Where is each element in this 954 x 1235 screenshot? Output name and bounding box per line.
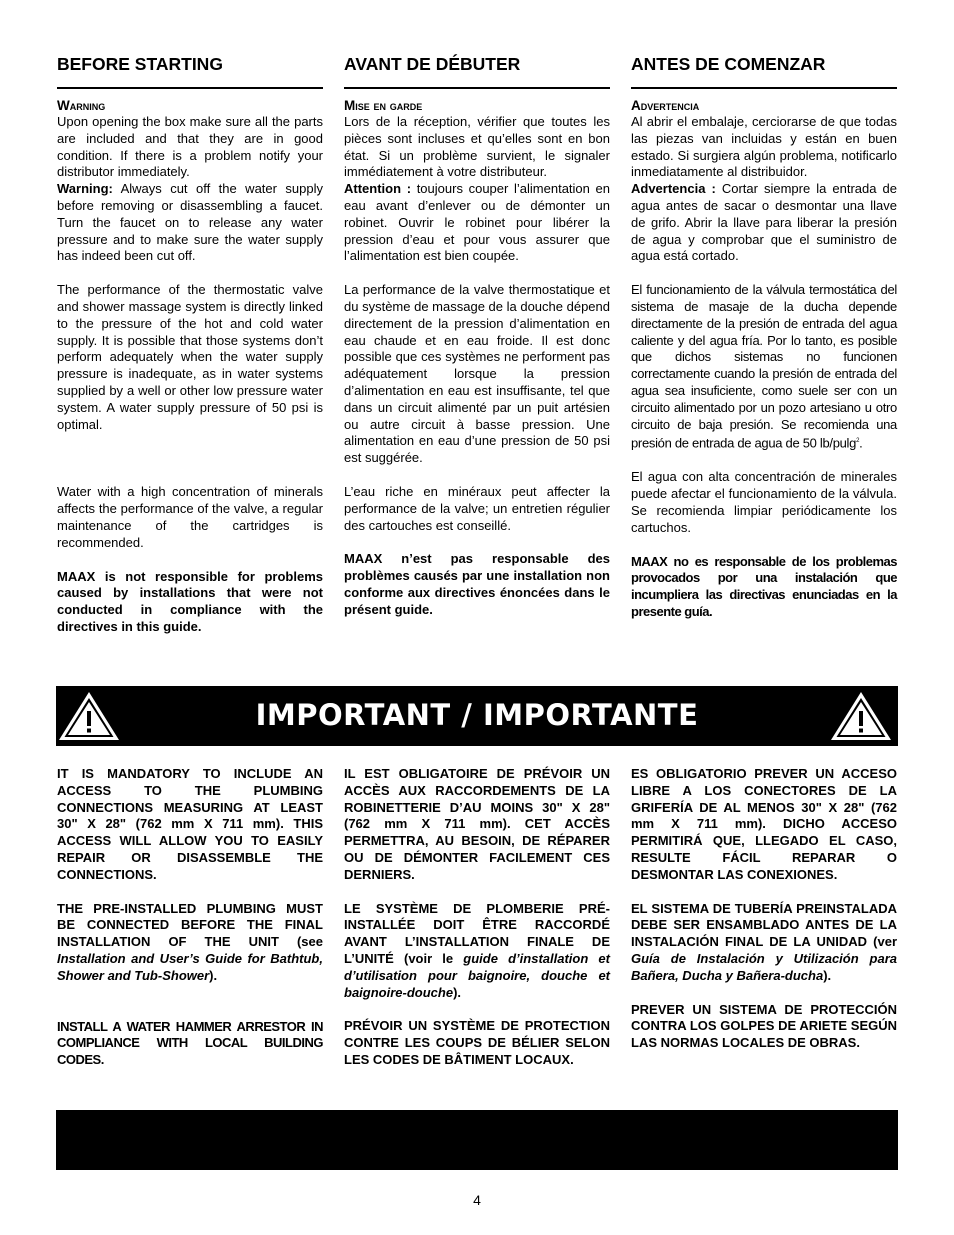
warning-lead: Warning: (57, 181, 113, 197)
paragraph-disclaimer: MAAX is not responsible for problems caused by installations that were not conducted in compliance with the directives in this guide. (57, 568, 323, 634)
important-plumbing (344, 901, 610, 1002)
pressure-text: El funcionamiento de la válvula termostática del sistema de masaje de la ducha depende directamente de la presión de entrada del agua caliente y del agua fría. Por lo tanto, es posible que dichos sistemas no funcionen correctamente cuando la presión de entrada del agua sea insuficiente, como suele ser con un circuito alimentado por un pozo artesiano u otro circuito de baja presión. Se recomienda una presión de entrada de agua de 50 lb/pulg (631, 282, 897, 451)
column-french (344, 52, 610, 619)
paragraph-disclaimer: MAAX n’est pas responsable des problèmes causés par une installation non conforme aux directives énoncées dans le présent guide. (344, 551, 610, 617)
important-access: ES OBLIGATORIO PREVER UN ACCESO LIBRE A LOS CONECTORES DE LA GRIFERÍA DE AL MENOS 30" X 28" (762 mm X 711 mm). DICHO ACCESO PERMITIRÁ QUE, LLEGADO EL CASO, RESULTE FÁCIL REPARAR O DESMONTAR LAS CONEXIONES. (631, 766, 897, 882)
section-heading: AVANT DE DÉBUTER (344, 54, 521, 74)
guide-title: guide d’installation et d’utilisation pour baignoire, douche et baignoire-douche (344, 950, 610, 1000)
black-band (56, 1110, 898, 1170)
column-english (57, 52, 323, 636)
important-hammer: PRÉVOIR UN SYSTÈME DE PROTECTION CONTRE LES COUPS DE BÉLIER SELON LES CODES DE BÂTIMENT LOCAUX. (344, 1018, 610, 1067)
paragraph-box-check: Al abrir el embalaje, cerciorarse de que todas las piezas van incluidas y están en buen estado. Si surgiera algún problema, notificarlo inmediatamente al distribuidor. (631, 114, 897, 180)
column-spanish (631, 52, 897, 621)
warning-lead: Advertencia : (631, 181, 716, 197)
banner-title: IMPORTANT / IMPORTANTE (255, 698, 699, 732)
important-hammer: INSTALL A WATER HAMMER ARRESTOR IN COMPLIANCE WITH LOCAL BUILDING CODES. (57, 1018, 323, 1068)
warning-text: Cortar siempre la entrada de agua antes de sacar o desmontar una llave de grifo. Abrir la llave para liberar la presión de agua y comprobar que el suministro de agua está cortado. (631, 181, 897, 264)
important-spanish (631, 766, 897, 1052)
warning-text: toujours couper l’alimentation en eau avant d’enlever ou de démonter un robinet. Ouvrir le robinet pour libérer la pression d’eau et pour vous assurer que l’alimentation est bien coupée. (344, 181, 610, 264)
subheading-warning: Advertencia (631, 98, 700, 113)
plumbing-end: ). (453, 984, 462, 1000)
guide-title: Installation and User’s Guide for Bathtub, Shower and Tub-Shower (57, 950, 323, 983)
warning-triangle-icon (828, 689, 894, 743)
paragraph-minerals: Water with a high concentration of minerals affects the performance of the valve, a regular maintenance of the cartridges is recommended. (57, 484, 323, 550)
paragraph-disclaimer: MAAX no es responsable de los problemas provocados por una instalación que incumpliera las directivas enunciadas en la presente guía. (631, 553, 897, 620)
paragraph-minerals: L’eau riche en minéraux peut affecter la performance de la valve; un entretien régulier des cartouches est conseillé. (344, 483, 610, 533)
paragraph-warning (57, 181, 323, 265)
plumbing-end: ). (823, 967, 832, 983)
paragraph-box-check: Upon opening the box make sure all the parts are included and that they are in good condition. If there is a problem notify your distributor immediately. (57, 114, 323, 180)
important-hammer: PREVER UN SISTEMA DE PROTECCIÓN CONTRA LOS GOLPES DE ARIETE SEGÚN LAS NORMAS LOCALES DE OBRAS. (631, 1001, 897, 1051)
important-banner (56, 686, 898, 746)
paragraph-minerals: El agua con alta concentración de minerales puede afectar el funcionamiento de la válvula. Se recomienda limpiar periódicamente los cartuchos. (631, 469, 897, 535)
heading-rule (344, 87, 610, 89)
paragraph-box-check: Lors de la réception, vérifier que toutes les pièces sont incluses et qu’elles sont en bon état. Si un problème survient, le signaler immédiatement à votre distributeur. (344, 114, 610, 180)
paragraph-pressure (631, 282, 897, 452)
warning-lead: Attention : (344, 181, 412, 197)
squared-superscript: 2 (856, 438, 860, 445)
paragraph-pressure: La performance de la valve thermostatique et du système de massage de la douche dépend directement de la pression d’alimentation en eau chaude et en eau froide. Il est donc possible que ces systèmes ne performent pas adéquatement lorsque la pression d’alimentation en eau est insuffisante, tel que dans un circuit alimenté par un puit artésien ou autre circuit à basse pression. Une alimentation en eau d’une pression de 50 psi est suggérée. (344, 282, 610, 466)
plumbing-text: EL SISTEMA DE TUBERÍA PREINSTALADA DEBE SER ENSAMBLADO ANTES DE LA INSTALACIÓN FINAL DE LA UNIDAD (ver (631, 900, 897, 950)
paragraph-warning (344, 181, 610, 265)
plumbing-text: THE PRE-INSTALLED PLUMBING MUST BE CONNECTED BEFORE THE FINAL INSTALLATION OF THE UNIT (see (57, 900, 323, 950)
section-heading: BEFORE STARTING (57, 54, 223, 74)
plumbing-text: LE SYSTÈME DE PLOMBERIE PRÉ-INSTALLÉE DOIT ÊTRE RACCORDÉ AVANT L’INSTALLATION FINALE DE L’UNITÉ (voir le (344, 900, 610, 966)
important-access: IT IS MANDATORY TO INCLUDE AN ACCESS TO THE PLUMBING CONNECTIONS MEASURING AT LEAST 30" X 28" (762 mm X 711 mm). THIS ACCESS WILL ALLOW YOU TO EASILY REPAIR OR DISASSEMBLE THE CONNECTIONS. (57, 766, 323, 882)
important-access: IL EST OBLIGATOIRE DE PRÉVOIR UN ACCÈS AUX RACCORDEMENTS DE LA ROBINETTERIE D’AU MOINS 30" X 28" (762 mm X 711 mm). CET ACCÈS PERMETTRA, AU BESOIN, DE RÉPARER OU DE DÉMONTER FACILEMENT CES DERNIERS. (344, 766, 610, 882)
pressure-end: . (859, 435, 863, 451)
paragraph-pressure: The performance of the thermostatic valve and shower massage system is directly linked to the pressure of the hot and cold water supply. It is possible that those systems don’t perform adequately when the water supply pressure is inadequate, as in water systems supplied by a well or other low pressure water system. A water supply pressure of 50 psi is optimal. (57, 282, 323, 432)
important-plumbing (631, 901, 897, 985)
guide-title: Guía de Instalación y Utilización para Bañera, Ducha y Bañera-ducha (631, 950, 897, 983)
warning-text: Always cut off the water supply before removing or disassembling a faucet. Turn the faucet on to release any water pressure and to make sure the water supply has indeed been cut off. (57, 181, 323, 264)
important-french (344, 766, 610, 1069)
paragraph-warning (631, 181, 897, 265)
heading-rule (57, 87, 323, 89)
important-english (57, 766, 323, 1069)
section-heading: ANTES DE COMENZAR (631, 54, 826, 74)
subheading-warning: Warning (57, 98, 106, 113)
page-number: 4 (473, 1192, 481, 1208)
important-plumbing (57, 901, 323, 985)
heading-rule (631, 87, 897, 89)
plumbing-end: ). (209, 967, 218, 983)
subheading-warning: Mise en garde (344, 98, 423, 113)
